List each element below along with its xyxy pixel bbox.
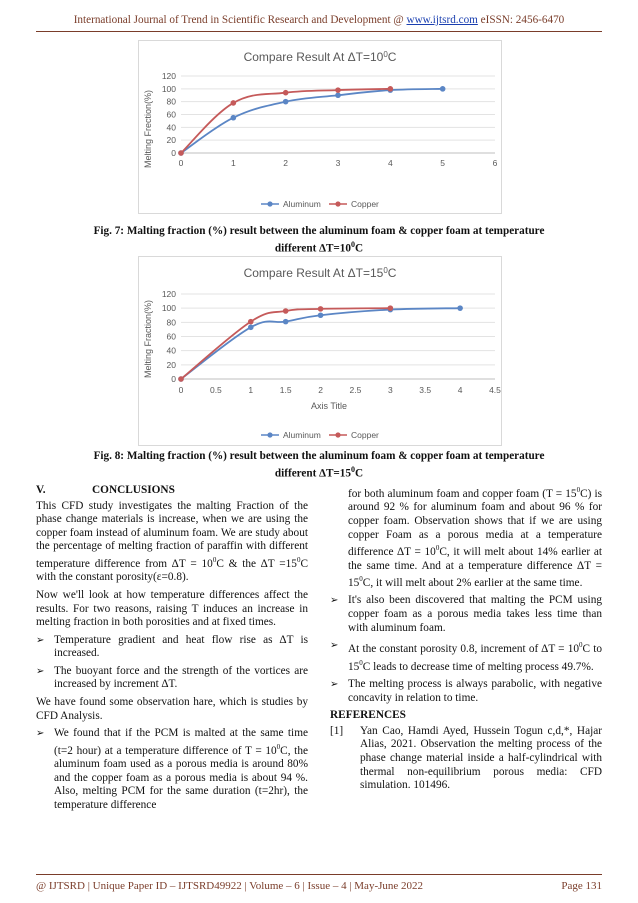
legend-marker-aluminum bbox=[267, 432, 272, 437]
journal-link[interactable]: www.ijtsrd.com bbox=[406, 14, 478, 26]
y-tick-label: 40 bbox=[166, 122, 176, 133]
header-suffix: eISSN: 2456-6470 bbox=[477, 14, 565, 26]
data-point-aluminum bbox=[283, 99, 289, 105]
page-number: Page 131 bbox=[561, 880, 602, 892]
header-prefix: International Journal of Trend in Scientific Research and Development @ bbox=[73, 14, 407, 26]
bullet-list-2 bbox=[36, 727, 308, 812]
y-tick-label: 100 bbox=[161, 303, 176, 314]
x-tick-label: 0.5 bbox=[209, 385, 222, 395]
data-point-copper bbox=[178, 150, 184, 156]
section-heading: V. CONCLUSIONS bbox=[36, 484, 175, 496]
chart-svg-fig7 bbox=[139, 41, 501, 213]
x-tick-label: 3.5 bbox=[419, 385, 432, 395]
references-heading: REFERENCES bbox=[330, 709, 406, 722]
data-point-aluminum bbox=[335, 92, 341, 98]
legend-marker-copper bbox=[335, 201, 340, 206]
series-line-aluminum bbox=[181, 89, 443, 153]
y-tick-label: 120 bbox=[161, 71, 176, 81]
bullet-item: ➢ Temperature gradient and heat flow rise as ∆T is increased. bbox=[36, 634, 308, 661]
reference-text: Yan Cao, Hamdi Ayed, Hussein Togun c,d,*, Hajar Alias, 2021. Observation the melting process of the phase change material inside a half-cylindrical with thermal non-equilibrium porous media: CFD simulation. 101496. bbox=[360, 724, 602, 792]
caption-line-2: different $\Delta T=15^0C$ bbox=[274, 465, 364, 480]
x-tick-label: 3 bbox=[387, 385, 393, 395]
conclusion-paragraph-1: This CFD study investigates the malting Fraction of the phase change materials is increase, when we are using the copper foam instead of aluminum foam. We are study about the percentage of melting fraction of paraffin with different temperature difference from $\Delta T = 10^0C$ & the $\Delta T =15^0C$ with the constant porosity(ε=0.8). bbox=[36, 499, 308, 584]
bullet-item: ➢ The buoyant force and the strength of the vortices are increased by increment ∆T. bbox=[36, 665, 308, 692]
x-tick-label: 4 bbox=[457, 385, 463, 395]
bullet-item: ➢ The melting process is always parabolic, with negative concavity in relation to time. bbox=[330, 678, 602, 705]
footer-info: @ IJTSRD | Unique Paper ID – IJTSRD49922 | Volume – 6 | Issue – 4 | May-June 2022 bbox=[36, 880, 424, 892]
reference-item bbox=[330, 725, 602, 793]
data-point-aluminum bbox=[318, 312, 324, 318]
x-tick-label: 2.5 bbox=[349, 385, 362, 395]
right-column bbox=[330, 484, 602, 793]
page-footer bbox=[36, 880, 602, 892]
legend-marker-aluminum bbox=[267, 201, 272, 206]
chart-legend bbox=[261, 430, 379, 440]
caption-line-2: different $\Delta T=10^0C$ bbox=[274, 240, 364, 255]
x-tick-label: 5 bbox=[440, 158, 446, 168]
data-point-copper bbox=[388, 86, 394, 92]
x-tick-label: 4 bbox=[387, 158, 393, 168]
left-column bbox=[36, 484, 308, 817]
figure-8-chart bbox=[138, 256, 502, 446]
figure-7-chart bbox=[138, 40, 502, 214]
x-tick-label: 3 bbox=[335, 158, 341, 168]
bullet-item: ➢ It's also been discovered that malting the PCM using copper foam as a porous media takes less time than with aluminum foam. bbox=[330, 594, 602, 635]
data-point-copper bbox=[283, 308, 289, 314]
y-tick-label: 60 bbox=[166, 109, 176, 120]
y-tick-label: 20 bbox=[166, 359, 176, 370]
legend-label-copper: Copper bbox=[351, 430, 379, 440]
chart-title: Compare Result At $\Delta T=15^0C$ bbox=[243, 266, 397, 280]
x-tick-label: 6 bbox=[492, 158, 498, 168]
x-tick-label: 2 bbox=[318, 385, 323, 395]
y-axis-label: Melting Frection(%) bbox=[143, 89, 153, 169]
chart-legend bbox=[261, 199, 379, 209]
caption-line-1: Fig. 8: Malting fraction (%) result between the aluminum foam & copper foam at temperature bbox=[93, 450, 545, 462]
y-tick-label: 80 bbox=[166, 96, 176, 107]
series-line-copper bbox=[181, 89, 390, 153]
y-tick-label: 40 bbox=[166, 345, 176, 356]
bullet-list-3 bbox=[330, 594, 602, 705]
chart-title: Compare Result At $\Delta T=10^0C$ bbox=[243, 50, 397, 64]
x-tick-label: 0 bbox=[178, 158, 184, 168]
journal-header bbox=[0, 14, 638, 26]
y-tick-label: 0 bbox=[171, 148, 176, 158]
caption-line-1: Fig. 7: Malting fraction (%) result between the aluminum foam & copper foam at temperature bbox=[93, 225, 545, 237]
x-axis-label: Axis Title bbox=[310, 401, 348, 411]
data-point-aluminum bbox=[231, 115, 237, 121]
x-tick-label: 1.5 bbox=[279, 385, 292, 395]
conclusion-paragraph-3: We have found some observation hare, which is studies by CFD Analysis. bbox=[36, 696, 308, 722]
y-axis-label: Melting Fraction(%) bbox=[143, 299, 153, 379]
data-point-aluminum bbox=[283, 319, 289, 325]
footer-rule bbox=[36, 874, 602, 875]
data-point-aluminum bbox=[248, 324, 254, 330]
y-tick-label: 120 bbox=[161, 289, 176, 299]
x-tick-label: 2 bbox=[283, 158, 289, 168]
data-point-aluminum bbox=[440, 86, 446, 92]
x-tick-label: 4.5 bbox=[489, 385, 501, 395]
data-point-copper bbox=[318, 306, 324, 312]
x-tick-label: 1 bbox=[230, 158, 236, 168]
continued-bullet-text: for both aluminum foam and copper foam $(T = 15^0C)$ is around 92 % for aluminum foam and about 96 % for copper foam. Observation shows that if we are using copper Foam as a porous media at a temperature difference $\Delta T = 10^0C$, it will melt about 14% earlier at the same time. And at a temperature difference $\Delta T = 15^0C$, it will melt about 2% earlier at the same time. bbox=[348, 486, 602, 589]
series-line-copper bbox=[181, 308, 390, 379]
figure-8-caption bbox=[62, 450, 576, 481]
data-point-copper bbox=[335, 87, 341, 93]
y-tick-label: 80 bbox=[166, 317, 176, 328]
bullet-item: ➢ At the constant porosity 0.8, increment of $\Delta T = 10^0C$ to $15^0C$ leads to decrease time of melting process 49.7%. bbox=[330, 639, 602, 674]
data-point-copper bbox=[283, 90, 289, 96]
legend-marker-copper bbox=[335, 432, 340, 437]
x-tick-label: 0 bbox=[178, 385, 184, 395]
bullet-item: ➢ We found that if the PCM is malted at the same time (t=2 hour) at a temperature difference of $T = 10^0C$, the aluminum foam used as a porous media is around 80% and the copper foam as a porous media is about 94 %. Also, melting PCM for the same duration (t=2hr), the temperature difference bbox=[36, 727, 308, 812]
header-rule bbox=[36, 31, 602, 32]
chart-svg-fig8 bbox=[139, 257, 501, 445]
data-point-copper bbox=[178, 376, 184, 382]
legend-label-aluminum: Aluminum bbox=[283, 430, 321, 440]
data-point-copper bbox=[231, 100, 237, 106]
bullet-list-1 bbox=[36, 634, 308, 692]
y-tick-label: 0 bbox=[171, 374, 176, 384]
y-tick-label: 100 bbox=[161, 83, 176, 94]
data-point-copper bbox=[248, 319, 254, 325]
data-point-copper bbox=[388, 305, 394, 311]
y-tick-label: 60 bbox=[166, 331, 176, 342]
reference-number: [1] bbox=[330, 724, 344, 737]
legend-label-copper: Copper bbox=[351, 199, 379, 209]
figure-7-caption bbox=[62, 225, 576, 256]
x-tick-label: 1 bbox=[248, 385, 254, 395]
legend-label-aluminum: Aluminum bbox=[283, 199, 321, 209]
y-tick-label: 20 bbox=[166, 135, 176, 146]
data-point-aluminum bbox=[457, 305, 463, 311]
conclusion-paragraph-2: Now we'll look at how temperature differences affect the results. For two reasons, raising T induces an increase in melting fraction in both porosities and at fixed times. bbox=[36, 588, 308, 629]
